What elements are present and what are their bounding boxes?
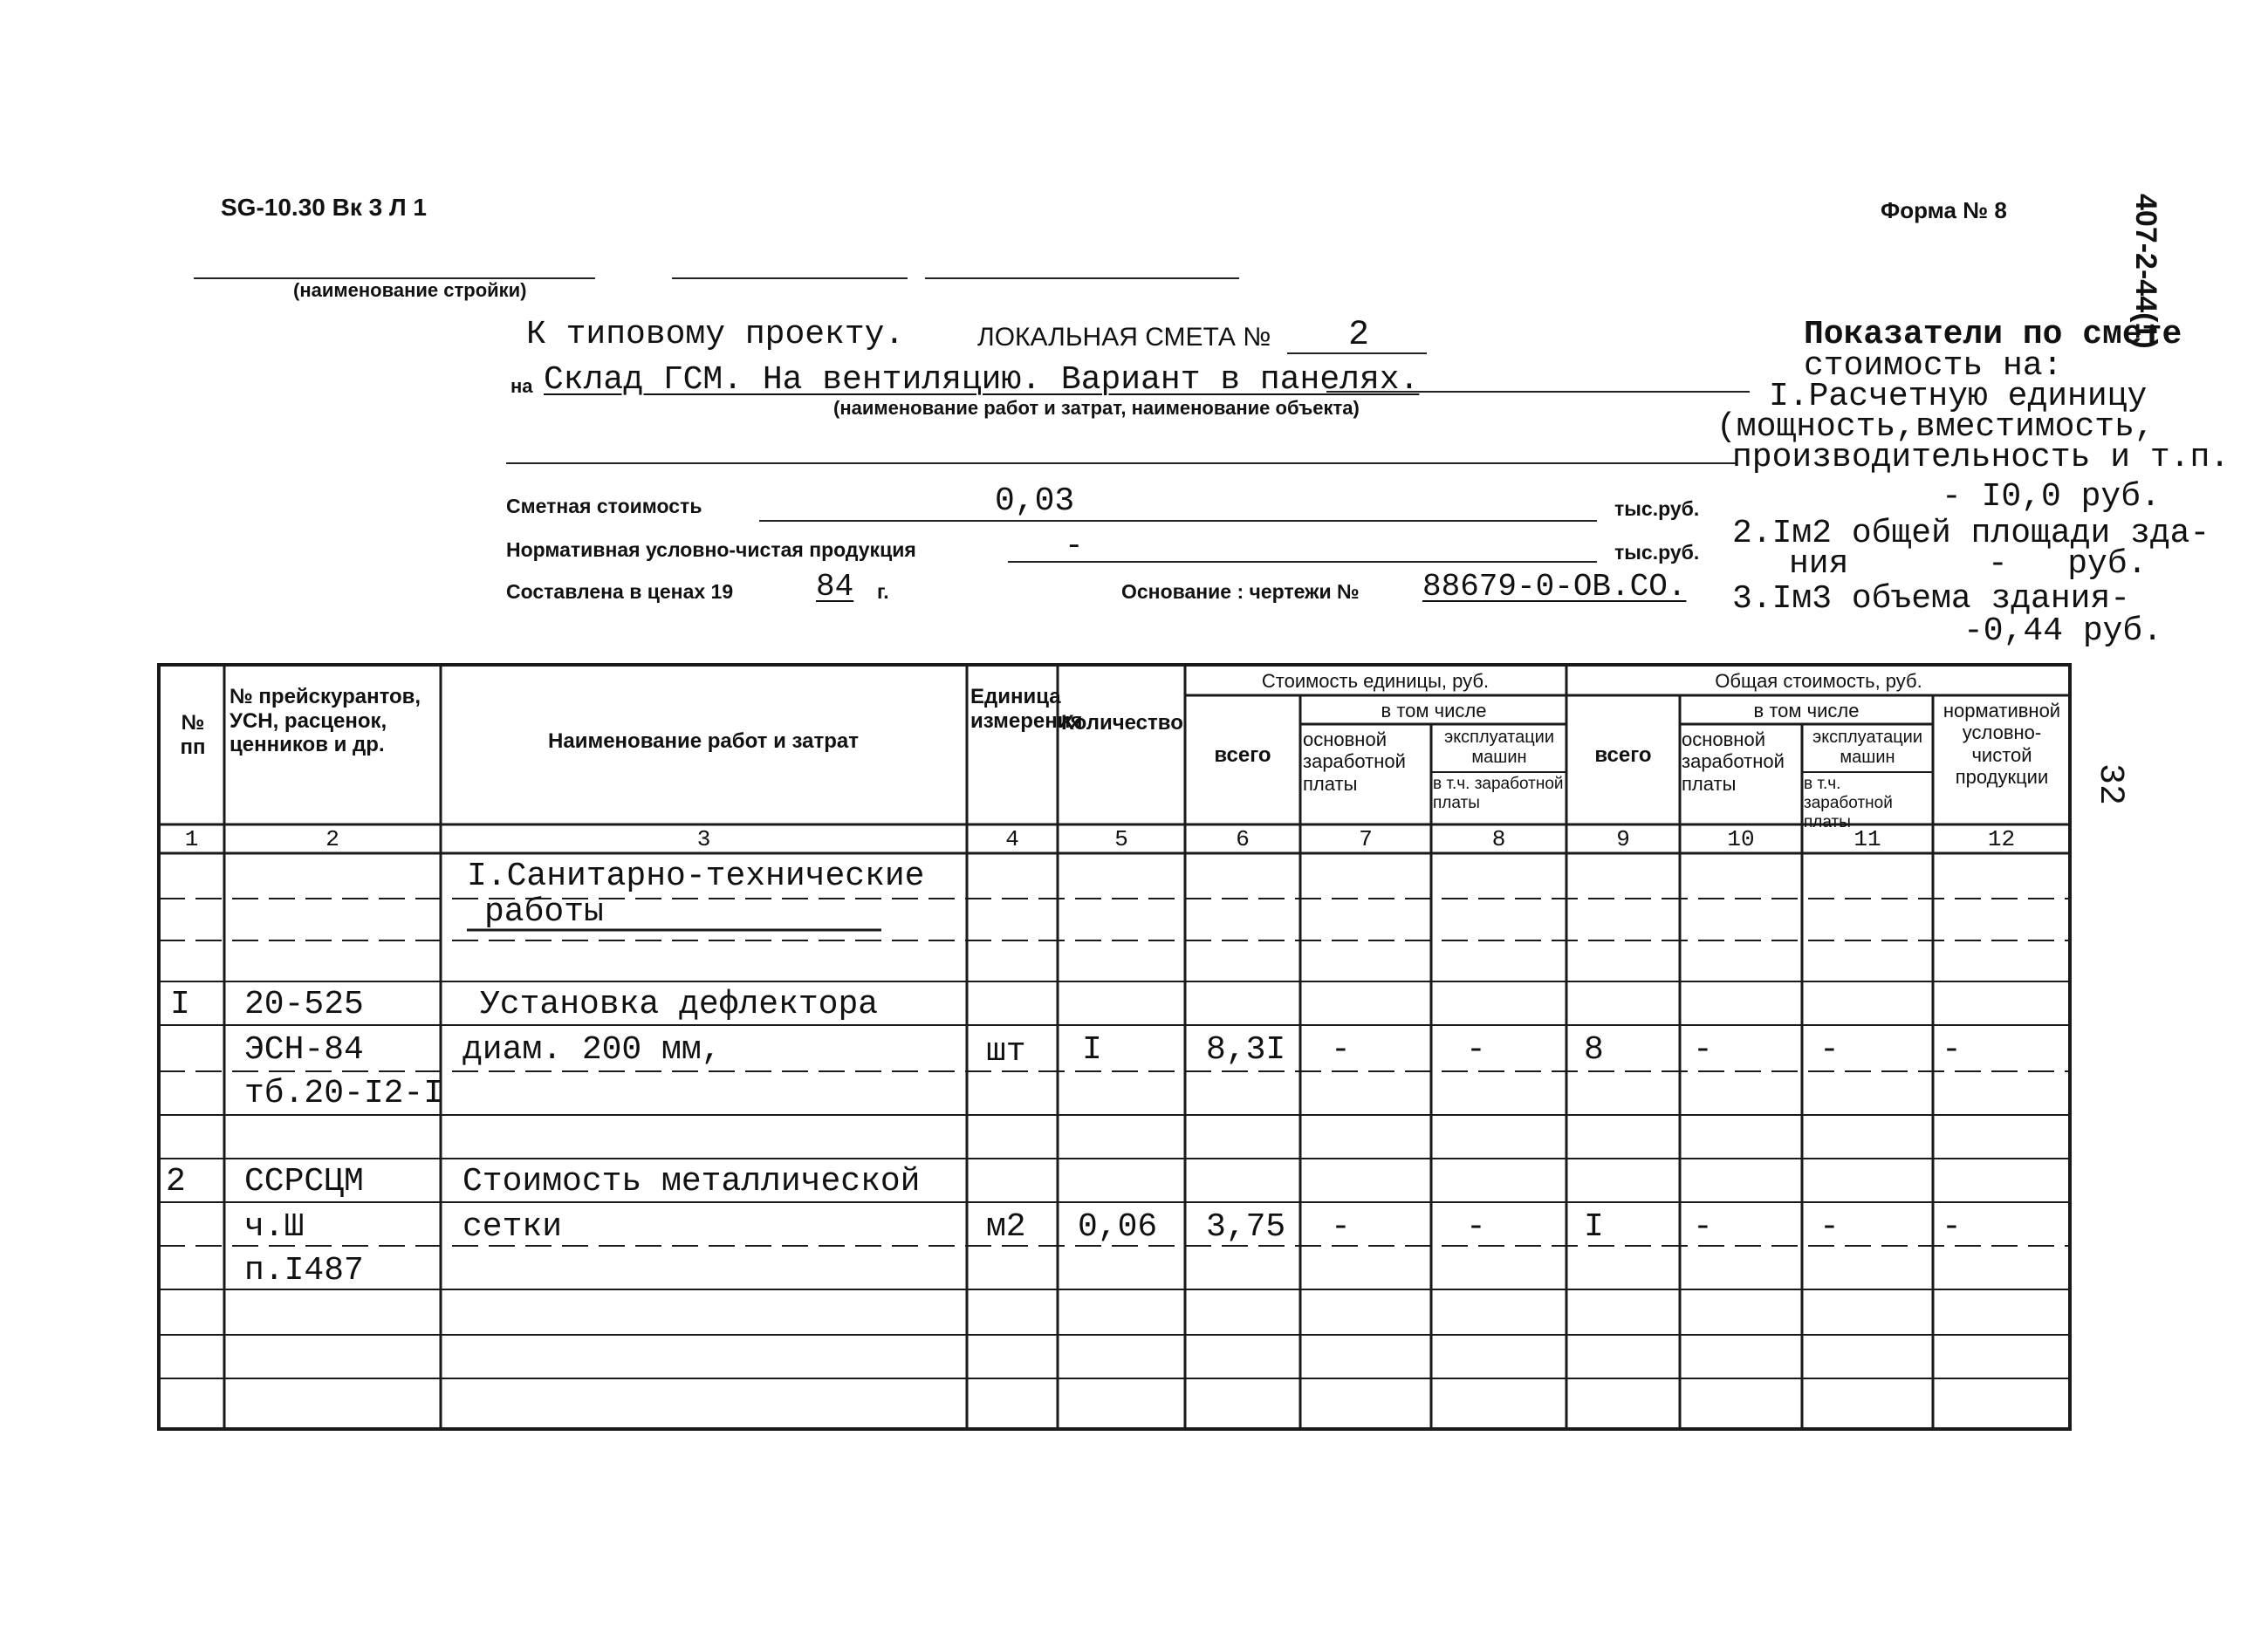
indicators-line4: производительность и т.п. [1732,439,2230,476]
col-number: 3 [696,826,711,852]
col-number: 12 [1987,826,2016,852]
table-row-2-name: Стоимость металлической [463,1163,921,1200]
col-number: 11 [1853,826,1881,852]
smeta-number: 2 [1348,316,1370,355]
col-number: 4 [1005,826,1019,852]
page-number: 32 [2090,763,2129,806]
table-row-1-num: I [170,986,190,1023]
prices-year: 84 [816,569,854,605]
table-row-1-name: Установка дефлектора [480,986,879,1023]
section-title-line1: I.Санитарно-технические [467,858,925,895]
indicators-line3: (мощность,вместимость, [1716,408,2155,446]
table-row-1-total: 8 [1584,1031,1604,1069]
margin-code: 407-2-44(1) [2129,194,2162,349]
total-vsego-header: всего [1594,743,1652,767]
table-row-2-unit-mach: - [1466,1208,1486,1246]
table-row-1-unit-mach: - [1466,1031,1486,1069]
basis-label: Основание : чертежи № [1121,580,1360,603]
object-name: Склад ГСМ. На вентиляцию. Вариант в панелях. [544,361,1420,399]
indicators-title: Показатели по смете [1804,316,2182,353]
unit-incl-header: в том числе [1381,700,1487,721]
unit-wage-header: основной заработной платы [1303,728,1406,795]
table-row-2-qty: 0,06 [1078,1208,1158,1246]
col-number: 10 [1727,826,1755,852]
col-header-qty: Количество [1061,711,1183,735]
total-mach-header: эксплуатации машин [1812,728,1922,767]
col-header-code: № прейскурантов, УСН, расценок, ценников и др. [230,685,421,757]
form-label: Форма № 8 [1881,197,2007,223]
norm-label: Нормативная условно-чистая продукция [506,538,916,561]
table-row-2-unit-wage: - [1331,1208,1351,1246]
document-code: SG-10.30 Вк 3 Л 1 [221,194,427,221]
table-row-2-total-norm: - [1942,1208,1962,1246]
table-row-1-unit-total: 8,3I [1206,1031,1286,1069]
table-row-2-total-wage: - [1693,1208,1713,1246]
table-row-2-num: 2 [166,1163,186,1200]
norm-value: - [1065,528,1084,564]
table-row-1-unit-wage: - [1331,1031,1351,1069]
na-label: на [510,375,533,397]
indicators-line5: - I0,0 руб. [1942,478,2161,516]
col-number: 7 [1359,826,1373,852]
col-number: 8 [1491,826,1506,852]
smeta-label: ЛОКАЛЬНАЯ СМЕТА № [977,323,1271,352]
total-mach-wage-header: в т.ч. заработной платы [1804,775,1893,831]
cost-label: Сметная стоимость [506,495,702,517]
norm-prod-header: нормативной условно-чистой продукции [1943,700,2061,788]
table-row-2-name: сетки [463,1208,563,1246]
cost-value: 0,03 [995,482,1075,520]
table-row-2-code: ч.Ш [244,1208,305,1246]
col-header-unit: Единица измерения [970,685,1083,733]
col-number: 9 [1616,826,1630,852]
table-row-2-total: I [1584,1208,1604,1246]
table-row-2-unit: м2 [986,1208,1026,1246]
indicators-line2: I.Расчетную единицу [1769,378,2148,415]
table-row-1-code: ЭСН-84 [244,1031,364,1069]
table-row-1-total-wage: - [1693,1031,1713,1069]
table-row-2-code: ССРСЦМ [244,1163,364,1200]
total-cost-group-header: Общая стоимость, руб. [1715,670,1922,692]
table-row-2-unit-total: 3,75 [1206,1208,1286,1246]
unit-vsego-header: всего [1214,743,1271,767]
indicators-line8: 3.Iм3 объема здания- [1732,580,2131,618]
col-number: 2 [325,826,339,852]
unit-mach-wage-header: в т.ч. заработной платы [1433,775,1564,812]
table-row-1-qty: I [1082,1031,1102,1069]
table-row-2-total-mach: - [1819,1208,1840,1246]
col-number: 6 [1236,826,1250,852]
project-line: К типовому проекту. [526,316,905,353]
table-row-1-name: диам. 200 мм, [463,1031,722,1069]
basis-value: 88679-0-ОВ.СО. [1422,569,1687,605]
unit-mach-header: эксплуатации машин [1444,728,1554,767]
prices-suffix: г. [877,580,889,603]
unit-cost-group-header: Стоимость единицы, руб. [1261,670,1490,692]
col-number: 1 [184,826,199,852]
indicators-line7: ния - руб. [1789,545,2148,583]
indicators-line6: 2.Iм2 общей площади зда- [1732,515,2210,552]
norm-unit: тыс.руб. [1614,541,1700,564]
total-wage-header: основной заработной платы [1682,728,1785,795]
object-caption: (наименование работ и затрат, наименование объекта) [833,397,1360,419]
indicators-line9: -0,44 руб. [1963,612,2163,650]
indicators-line1: стоимость на: [1804,347,2063,385]
section-title-line2: работы [484,893,604,931]
table-row-1-code: тб.20-I2-I [244,1075,444,1112]
col-header-name: Наименование работ и затрат [548,729,859,753]
table-row-1-unit: шт [986,1033,1026,1070]
col-number: 5 [1114,826,1128,852]
prices-label: Составлена в ценах 19 [506,580,734,603]
col-header-num: № пп [180,711,206,759]
cost-unit: тыс.руб. [1614,497,1700,520]
table-row-2-code: п.I487 [244,1252,364,1289]
total-incl-header: в том числе [1753,700,1860,721]
stroyka-caption: (наименование стройки) [293,279,527,301]
table-row-1-code: 20-525 [244,986,364,1023]
table-row-1-total-mach: - [1819,1031,1840,1069]
table-row-1-total-norm: - [1942,1031,1962,1069]
